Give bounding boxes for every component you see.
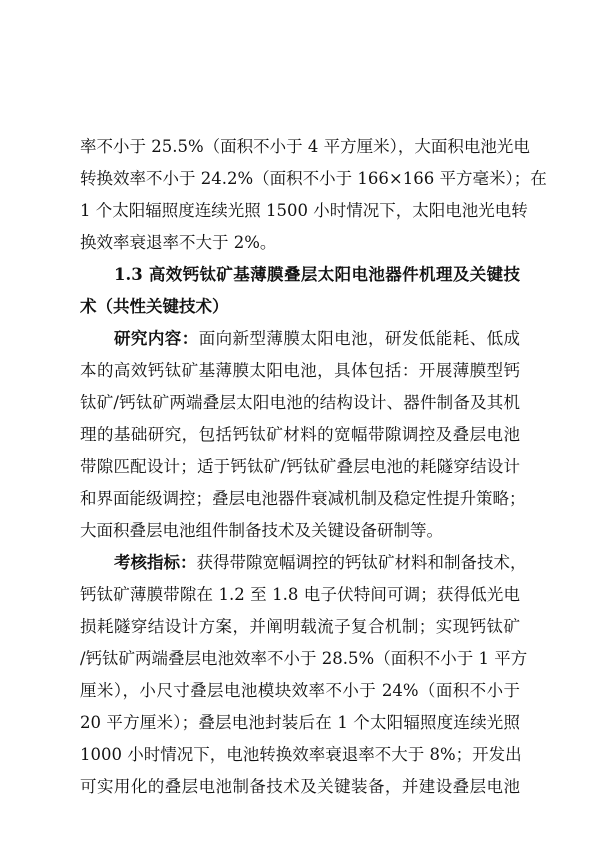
paragraph-line: 钙钛矿薄膜带隙在 1.2 至 1.8 电子伏特间可调；获得低光电 (80, 585, 520, 604)
assessment-first-line-text: 获得带隙宽幅调控的钙钛矿材料和制备技术， (196, 553, 527, 572)
research-first-line (114, 328, 520, 350)
paragraph-line: 率不小于 25.5%（面积不小于 4 平方厘米），大面积电池光电 (80, 137, 530, 156)
paragraph-line: 换效率衰退率不大于 2%。 (80, 233, 277, 252)
paragraph-line: 本的高效钙钛矿基薄膜太阳电池，具体包括：开展薄膜型钙 (80, 361, 520, 380)
paragraph-line: 厘米），小尺寸叠层电池模块效率不小于 24%（面积不小于 (80, 681, 520, 700)
paragraph-line: 20 平方厘米）；叠层电池封装后在 1 个太阳辐照度连续光照 (80, 713, 520, 732)
paragraph-line: 钛矿/钙钛矿两端叠层太阳电池的结构设计、器件制备及其机 (80, 393, 520, 412)
paragraph-line: /钙钛矿两端叠层电池效率不小于 28.5%（面积不小于 1 平方 (80, 649, 528, 668)
section-heading-line: 术（共性关键技术） (80, 297, 229, 316)
section-heading-line: 1.3 高效钙钛矿基薄膜叠层太阳电池器件机理及关键技 (114, 265, 520, 284)
paragraph-line: 1000 小时情况下，电池转换效率衰退率不大于 8%；开发出 (80, 745, 522, 764)
paragraph-line: 转换效率不小于 24.2%（面积不小于 166×166 平方毫米）；在 (80, 169, 547, 188)
paragraph-line: 可实用化的叠层电池制备技术及关键装备，并建设叠层电池 (80, 777, 520, 796)
assessment-first-line (114, 552, 527, 574)
research-first-line-text: 面向新型薄膜太阳电池，研发低能耗、低成 (198, 329, 521, 348)
paragraph-line: 1 个太阳辐照度连续光照 1500 小时情况下，太阳电池光电转 (80, 201, 528, 220)
paragraph-line: 带隙匹配设计；适于钙钛矿/钙钛矿叠层电池的耗隧穿结设计 (80, 457, 520, 476)
paragraph-line: 损耗隧穿结设计方案，并阐明载流子复合机制；实现钙钛矿 (80, 617, 520, 636)
paragraph-line: 理的基础研究，包括钙钛矿材料的宽幅带隙调控及叠层电池 (80, 425, 520, 444)
paragraph-line: 和界面能级调控；叠层电池器件衰减机制及稳定性提升策略； (80, 489, 526, 508)
paragraph-line: 大面积叠层电池组件制备技术及关键设备研制等。 (80, 521, 443, 540)
research-label: 研究内容： (114, 329, 199, 348)
assessment-label: 考核指标： (114, 553, 197, 572)
